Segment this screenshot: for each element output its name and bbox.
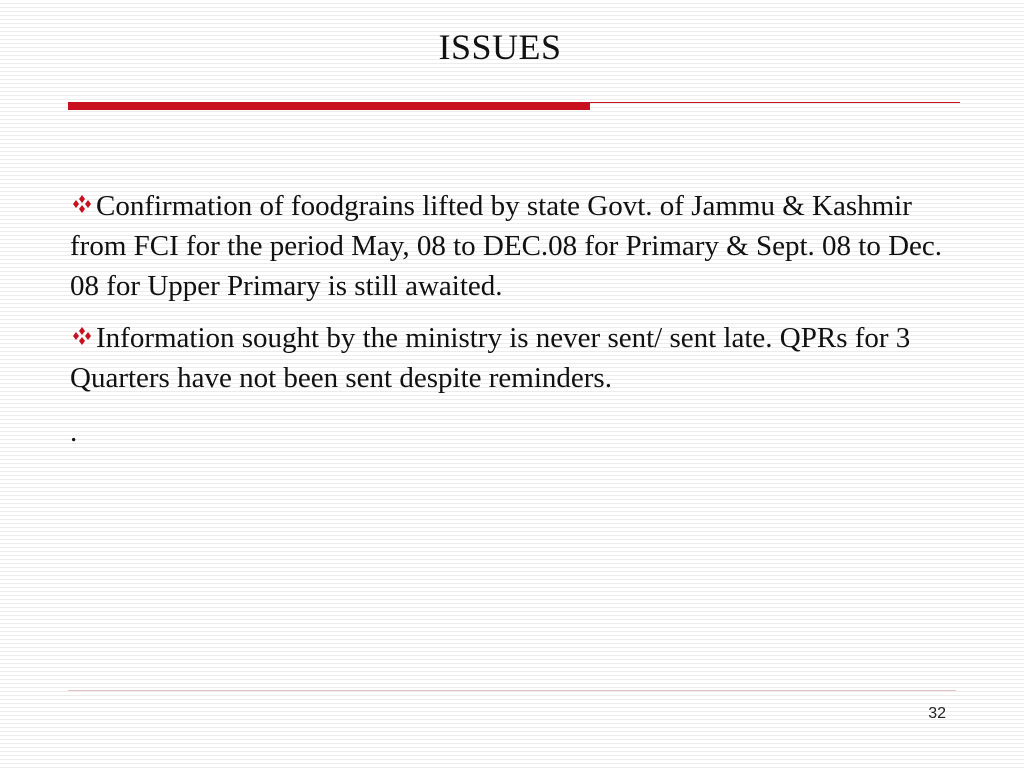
footer-divider — [68, 690, 956, 691]
diamond-bullet-icon — [70, 326, 96, 346]
bullet-text: Confirmation of foodgrains lifted by state Govt. of Jammu & Kashmir from FCI for the period May, 08 to DEC.08 for Primary & Sept. 08 to Dec. 08 for Upper Primary is still awaited. — [70, 190, 943, 302]
diamond-bullet-icon — [70, 194, 96, 214]
trailing-text: . — [70, 416, 78, 448]
title-underline-thin — [590, 102, 960, 103]
bullet-item — [70, 318, 950, 398]
slide-content — [70, 186, 950, 481]
slide-title: ISSUES — [438, 27, 562, 67]
page-number: 32 — [928, 705, 946, 722]
title-underline-thick — [68, 102, 590, 110]
bullet-item — [70, 186, 950, 306]
bullet-text: Information sought by the ministry is never sent/ sent late. QPRs for 3 Quarters have not been sent despite reminders. — [70, 322, 911, 394]
